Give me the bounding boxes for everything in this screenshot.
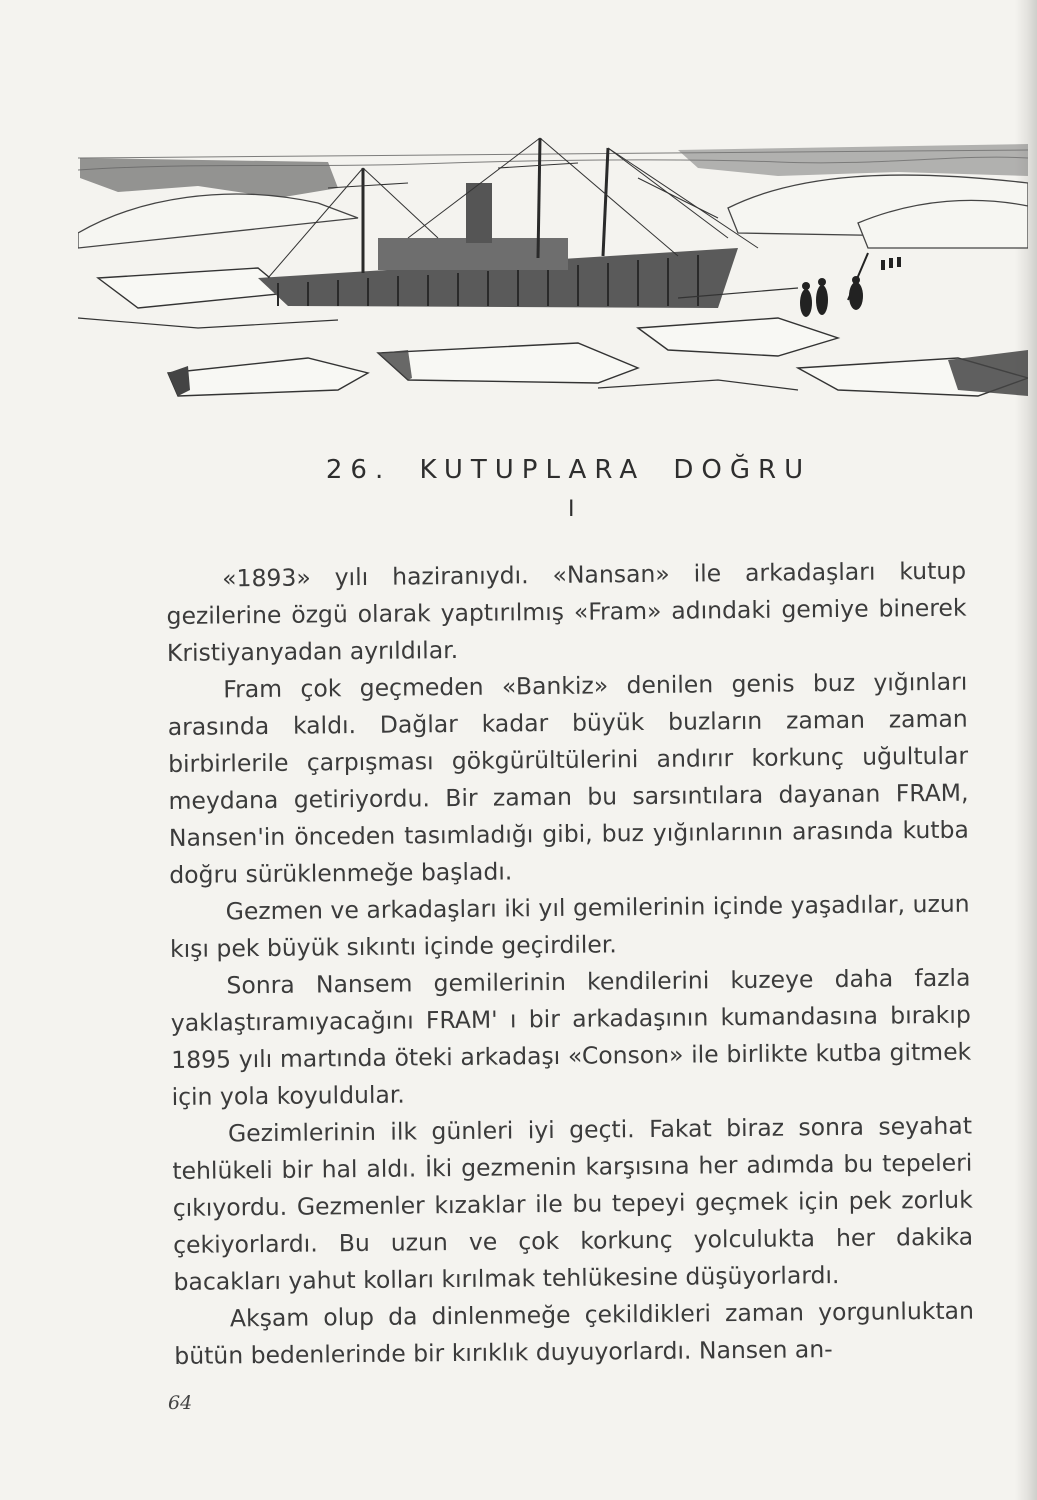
chapter-heading: 26. KUTUPLARA DOĞRU (325, 455, 812, 485)
section-number: I (568, 497, 575, 522)
paragraph: Gezmen ve arkadaşları iki yıl gemilerinin içinde yaşadılar, uzun kışı pek büyük sıkıntı içinde geçirdiler. (169, 889, 970, 963)
paragraph: Gezimlerinin ilk günleri iyi geçti. Fakat biraz sonra seyahat tehlükeli bir hal aldı. İki gezmenin karşısına her adımda bu tepeleri çıkıyordu. Gezmenler kızaklar ile bu tepeyi geçmek için pek zorluk çekiyorlardı. Bu uzun ve çok korkunç yolculukta her dakika bacakları yahut kolları kırılmak tehlükesine düşüyorlardı. (172, 1111, 974, 1296)
body-text (166, 553, 974, 1375)
paragraph: Sonra Nansem gemilerinin kendilerini kuzeye daha fazla yaklaştıramıyacağını FRAM' ı bir arkadaşının kumandasına bırakıp 1895 yılı martında öteki arkadaşı «Conson» ile birlikte kutba gitmek için yola koyuldular. (170, 963, 972, 1111)
polar-ship-in-ice-illustration (78, 128, 1028, 413)
paragraph: «1893» yılı haziranıydı. «Nansan» ile arkadaşları kutup gezilerine özgü olarak yaptırılmış «Fram» adındaki gemiye binerek Kristiyanyadan ayrıldılar. (166, 556, 967, 667)
paragraph: Akşam olup da dinlenmeğe çekildikleri zaman yorgunluktan bütün bedenlerinde bir kırıklık duyuyorlardı. Nansen an- (174, 1296, 975, 1370)
paragraph: Fram çok geçmeden «Bankiz» denilen genis buz yığınları arasında kaldı. Dağlar kadar büyük buzların zaman zaman birbirlerile çarpışması gökgürültülerini andırır korkunç uğultular meydana getiriyordu. Bir zaman bu sarsıntılara dayanan FRAM, Nansen'in önceden tasımladığı gibi, buz yığınlarının arasında kutba doğru sürüklenmeğe başladı. (167, 667, 970, 889)
page-number: 64 (168, 1392, 193, 1414)
